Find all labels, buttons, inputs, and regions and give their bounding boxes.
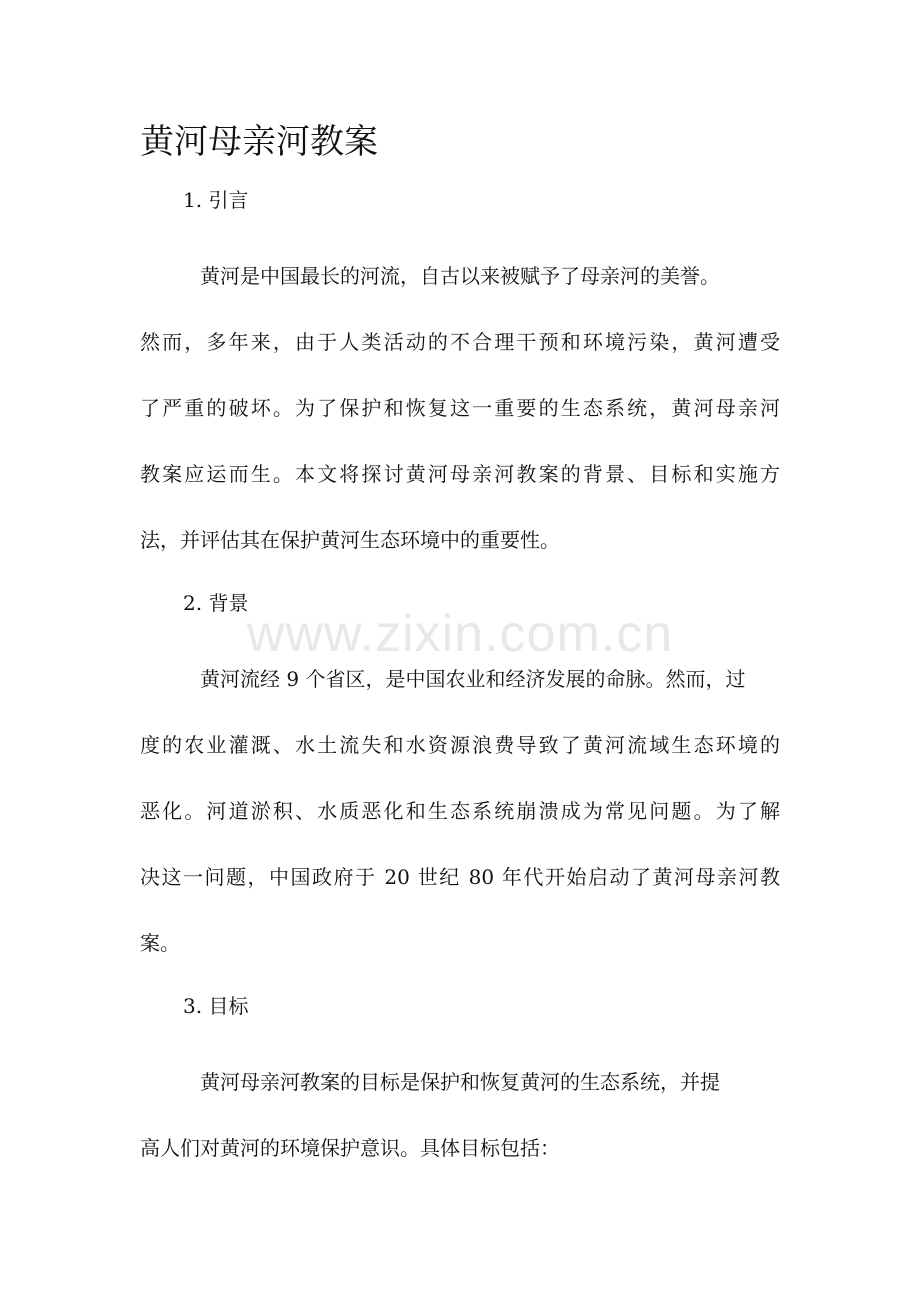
paragraph-line: 黄河流经 9 个省区，是中国农业和经济发展的命脉。然而，过 xyxy=(200,667,746,691)
paragraph-line: 度的农业灌溉、水土流失和水资源浪费导致了黄河流域生态环境的 xyxy=(140,733,780,757)
paragraph-line: 决这一问题，中国政府于 20 世纪 80 年代开始启动了黄河母亲河教 xyxy=(140,865,780,889)
paragraph-line: 法，并评估其在保护黄河生态环境中的重要性。 xyxy=(140,528,560,552)
document-title: 黄河母亲河教案 xyxy=(140,122,378,162)
section-paragraph-background xyxy=(140,646,780,976)
section-paragraph-introduction xyxy=(140,243,780,573)
watermark: www.zixin.com.cn xyxy=(246,605,674,663)
paragraph-line: 高人们对黄河的环境保护意识。具体目标包括： xyxy=(140,1136,560,1160)
paragraph-line: 了严重的破坏。为了保护和恢复这一重要的生态系统，黄河母亲河 xyxy=(140,396,780,420)
paragraph-line: 黄河是中国最长的河流，自古以来被赋予了母亲河的美誉。 xyxy=(200,264,720,288)
paragraph-line: 案。 xyxy=(140,931,180,955)
section-paragraph-goals xyxy=(140,1049,780,1181)
paragraph-line: 教案应运而生。本文将探讨黄河母亲河教案的背景、目标和实施方 xyxy=(140,462,780,486)
paragraph-line: 然而，多年来，由于人类活动的不合理干预和环境污染，黄河遭受 xyxy=(140,330,780,354)
section-heading-background: 2. 背景 xyxy=(183,591,249,615)
paragraph-line: 恶化。河道淤积、水质恶化和生态系统崩溃成为常见问题。为了解 xyxy=(140,799,780,823)
paragraph-line: 黄河母亲河教案的目标是保护和恢复黄河的生态系统，并提 xyxy=(200,1070,720,1094)
section-heading-goals: 3. 目标 xyxy=(183,994,249,1018)
section-heading-introduction: 1. 引言 xyxy=(183,188,249,212)
